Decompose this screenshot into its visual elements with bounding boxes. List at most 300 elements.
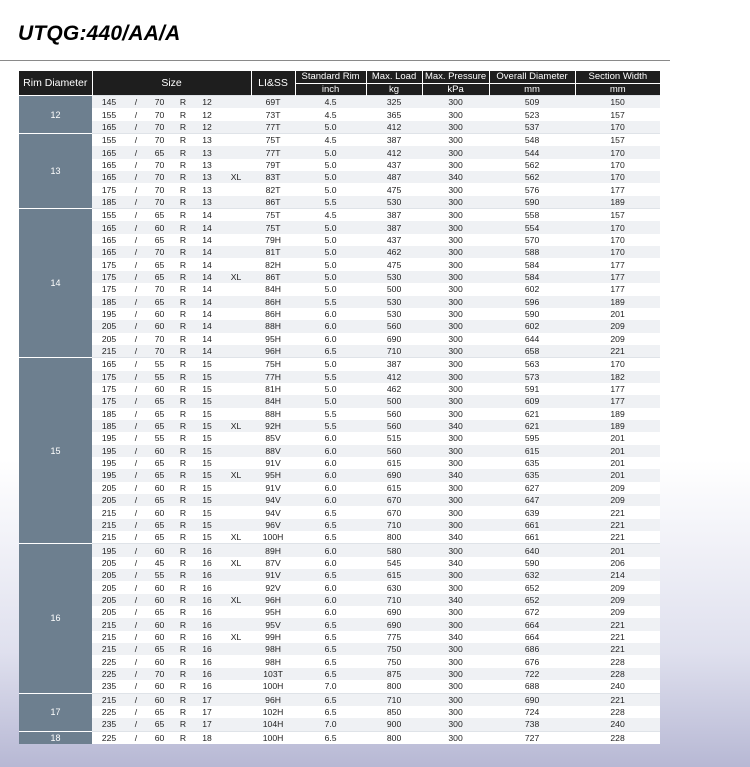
table-row [19,234,660,246]
max-load-cell: 387 [366,209,422,222]
overall-diameter-cell: 727 [489,731,575,744]
max-pressure-cell: 300 [422,706,489,718]
max-pressure-cell: 300 [422,221,489,233]
slash-cell: / [126,196,146,209]
construction-cell: R [173,718,193,731]
width-cell: 185 [92,196,126,209]
max-load-cell: 475 [366,183,422,195]
width-cell: 205 [92,320,126,332]
diameter-cell: 16 [193,631,221,643]
diameter-cell: 13 [193,196,221,209]
aspect-cell: 60 [146,482,173,494]
aspect-cell: 65 [146,420,173,432]
max-load-cell: 437 [366,234,422,246]
li-ss-cell: 83T [251,171,295,183]
overall-diameter-cell: 615 [489,445,575,457]
reinforcement-cell [221,258,251,270]
width-cell: 165 [92,121,126,134]
aspect-cell: 70 [146,171,173,183]
reinforcement-cell [221,159,251,171]
width-cell: 225 [92,706,126,718]
aspect-cell: 60 [146,594,173,606]
li-ss-cell: 82T [251,183,295,195]
header-standard-rim: Standard Rim [295,71,366,84]
li-ss-cell: 100H [251,680,295,693]
overall-diameter-cell: 573 [489,371,575,383]
diameter-cell: 18 [193,731,221,744]
aspect-cell: 65 [146,258,173,270]
overall-diameter-cell: 602 [489,320,575,332]
max-load-cell: 560 [366,420,422,432]
max-load-cell: 630 [366,581,422,593]
diameter-cell: 15 [193,445,221,457]
standard-rim-cell: 6.5 [295,693,366,706]
construction-cell: R [173,631,193,643]
max-pressure-cell: 340 [422,631,489,643]
standard-rim-cell: 5.0 [295,395,366,407]
reinforcement-cell: XL [221,557,251,569]
standard-rim-cell: 5.0 [295,183,366,195]
diameter-cell: 14 [193,246,221,258]
reinforcement-cell [221,706,251,718]
table-row [19,445,660,457]
rim-diameter-cell: 16 [19,544,92,693]
reinforcement-cell [221,544,251,557]
li-ss-cell: 102H [251,706,295,718]
table-row [19,631,660,643]
diameter-cell: 17 [193,706,221,718]
overall-diameter-cell: 544 [489,146,575,158]
max-pressure-cell: 300 [422,271,489,283]
max-pressure-cell: 340 [422,171,489,183]
width-cell: 225 [92,655,126,667]
max-load-cell: 412 [366,371,422,383]
standard-rim-cell: 4.5 [295,134,366,147]
li-ss-cell: 79T [251,159,295,171]
table-row [19,581,660,593]
li-ss-cell: 88H [251,320,295,332]
standard-rim-cell: 5.0 [295,171,366,183]
aspect-cell: 55 [146,371,173,383]
standard-rim-cell: 5.0 [295,383,366,395]
max-load-cell: 560 [366,320,422,332]
diameter-cell: 12 [193,108,221,120]
standard-rim-cell: 6.0 [295,594,366,606]
standard-rim-cell: 6.5 [295,668,366,680]
reinforcement-cell [221,606,251,618]
construction-cell: R [173,308,193,320]
section-width-cell: 228 [575,668,660,680]
diameter-cell: 12 [193,121,221,134]
li-ss-cell: 96H [251,594,295,606]
slash-cell: / [126,234,146,246]
standard-rim-cell: 5.0 [295,146,366,158]
standard-rim-cell: 6.0 [295,606,366,618]
reinforcement-cell [221,569,251,581]
slash-cell: / [126,445,146,457]
width-cell: 165 [92,159,126,171]
aspect-cell: 55 [146,358,173,371]
reinforcement-cell [221,581,251,593]
overall-diameter-cell: 690 [489,693,575,706]
max-load-cell: 500 [366,283,422,295]
max-load-cell: 710 [366,594,422,606]
slash-cell: / [126,209,146,222]
max-pressure-cell: 300 [422,333,489,345]
construction-cell: R [173,183,193,195]
max-load-cell: 365 [366,108,422,120]
aspect-cell: 65 [146,271,173,283]
section-width-cell: 209 [575,320,660,332]
slash-cell: / [126,308,146,320]
overall-diameter-cell: 584 [489,258,575,270]
overall-diameter-cell: 562 [489,171,575,183]
overall-diameter-cell: 596 [489,296,575,308]
section-width-cell: 189 [575,296,660,308]
section-width-cell: 209 [575,333,660,345]
max-pressure-cell: 300 [422,569,489,581]
construction-cell: R [173,557,193,569]
overall-diameter-cell: 658 [489,345,575,358]
section-width-cell: 157 [575,209,660,222]
reinforcement-cell [221,221,251,233]
section-width-cell: 157 [575,134,660,147]
li-ss-cell: 88V [251,445,295,457]
max-load-cell: 530 [366,271,422,283]
unit-max-pressure: kPa [422,84,489,96]
slash-cell: / [126,569,146,581]
max-pressure-cell: 340 [422,531,489,544]
aspect-cell: 60 [146,544,173,557]
max-pressure-cell: 300 [422,731,489,744]
aspect-cell: 60 [146,618,173,630]
aspect-cell: 70 [146,283,173,295]
diameter-cell: 14 [193,333,221,345]
reinforcement-cell [221,680,251,693]
construction-cell: R [173,432,193,444]
table-row [19,383,660,395]
reinforcement-cell [221,718,251,731]
max-load-cell: 462 [366,246,422,258]
slash-cell: / [126,171,146,183]
diameter-cell: 16 [193,557,221,569]
standard-rim-cell: 5.0 [295,358,366,371]
width-cell: 215 [92,618,126,630]
reinforcement-cell [221,482,251,494]
construction-cell: R [173,581,193,593]
construction-cell: R [173,134,193,147]
overall-diameter-cell: 590 [489,196,575,209]
section-width-cell: 177 [575,271,660,283]
aspect-cell: 70 [146,183,173,195]
overall-diameter-cell: 635 [489,457,575,469]
construction-cell: R [173,271,193,283]
diameter-cell: 14 [193,283,221,295]
li-ss-cell: 73T [251,108,295,120]
aspect-cell: 70 [146,196,173,209]
standard-rim-cell: 6.0 [295,333,366,345]
slash-cell: / [126,371,146,383]
slash-cell: / [126,108,146,120]
table-row [19,258,660,270]
max-pressure-cell: 300 [422,183,489,195]
table-row [19,358,660,371]
construction-cell: R [173,333,193,345]
max-load-cell: 690 [366,333,422,345]
slash-cell: / [126,457,146,469]
section-width-cell: 170 [575,246,660,258]
construction-cell: R [173,209,193,222]
width-cell: 215 [92,631,126,643]
diameter-cell: 15 [193,457,221,469]
max-pressure-cell: 300 [422,209,489,222]
li-ss-cell: 99H [251,631,295,643]
section-width-cell: 182 [575,371,660,383]
reinforcement-cell [221,506,251,518]
construction-cell: R [173,196,193,209]
slash-cell: / [126,680,146,693]
header-rim-diameter: Rim Diameter [19,71,92,96]
overall-diameter-cell: 627 [489,482,575,494]
max-load-cell: 530 [366,196,422,209]
max-load-cell: 800 [366,531,422,544]
width-cell: 175 [92,371,126,383]
section-width-cell: 177 [575,283,660,295]
overall-diameter-cell: 647 [489,494,575,506]
standard-rim-cell: 6.5 [295,643,366,655]
aspect-cell: 60 [146,445,173,457]
section-width-cell: 240 [575,718,660,731]
overall-diameter-cell: 635 [489,469,575,481]
rim-diameter-cell: 18 [19,731,92,744]
aspect-cell: 60 [146,731,173,744]
width-cell: 205 [92,606,126,618]
section-width-cell: 170 [575,171,660,183]
max-pressure-cell: 340 [422,594,489,606]
table-row [19,296,660,308]
max-pressure-cell: 300 [422,234,489,246]
construction-cell: R [173,320,193,332]
li-ss-cell: 88H [251,408,295,420]
max-pressure-cell: 300 [422,718,489,731]
overall-diameter-cell: 664 [489,631,575,643]
tire-spec-table [19,71,660,744]
li-ss-cell: 75H [251,358,295,371]
standard-rim-cell: 6.0 [295,445,366,457]
diameter-cell: 16 [193,618,221,630]
diameter-cell: 13 [193,146,221,158]
table-row [19,432,660,444]
aspect-cell: 70 [146,121,173,134]
reinforcement-cell [221,320,251,332]
reinforcement-cell [221,183,251,195]
width-cell: 185 [92,296,126,308]
diameter-cell: 15 [193,395,221,407]
width-cell: 165 [92,221,126,233]
slash-cell: / [126,146,146,158]
slash-cell: / [126,668,146,680]
slash-cell: / [126,594,146,606]
reinforcement-cell [221,655,251,667]
table-row [19,731,660,744]
slash-cell: / [126,358,146,371]
overall-diameter-cell: 523 [489,108,575,120]
slash-cell: / [126,557,146,569]
table-row [19,108,660,120]
li-ss-cell: 82H [251,258,295,270]
max-load-cell: 710 [366,345,422,358]
title-divider [0,60,670,61]
li-ss-cell: 92V [251,581,295,593]
max-pressure-cell: 300 [422,482,489,494]
max-pressure-cell: 300 [422,519,489,531]
max-load-cell: 775 [366,631,422,643]
aspect-cell: 70 [146,108,173,120]
rim-diameter-cell: 15 [19,358,92,544]
aspect-cell: 65 [146,234,173,246]
diameter-cell: 16 [193,668,221,680]
table-row [19,680,660,693]
section-width-cell: 209 [575,594,660,606]
max-load-cell: 387 [366,221,422,233]
section-width-cell: 177 [575,395,660,407]
li-ss-cell: 94V [251,506,295,518]
slash-cell: / [126,531,146,544]
li-ss-cell: 92H [251,420,295,432]
standard-rim-cell: 7.0 [295,680,366,693]
construction-cell: R [173,221,193,233]
diameter-cell: 15 [193,482,221,494]
li-ss-cell: 86H [251,296,295,308]
table-row [19,159,660,171]
standard-rim-cell: 5.0 [295,159,366,171]
li-ss-cell: 103T [251,668,295,680]
max-load-cell: 475 [366,258,422,270]
table-row [19,134,660,147]
reinforcement-cell [221,121,251,134]
diameter-cell: 15 [193,383,221,395]
width-cell: 215 [92,693,126,706]
header-overall-diameter: Overall Diameter [489,71,575,84]
reinforcement-cell [221,196,251,209]
aspect-cell: 65 [146,395,173,407]
section-width-cell: 177 [575,183,660,195]
max-pressure-cell: 300 [422,693,489,706]
table-row [19,606,660,618]
table-row [19,494,660,506]
overall-diameter-cell: 632 [489,569,575,581]
reinforcement-cell [221,408,251,420]
construction-cell: R [173,668,193,680]
section-width-cell: 170 [575,221,660,233]
table-row [19,594,660,606]
table-row [19,655,660,667]
overall-diameter-cell: 554 [489,221,575,233]
slash-cell: / [126,258,146,270]
table-row [19,320,660,332]
max-pressure-cell: 300 [422,445,489,457]
page-title: UTQG:440/AA/A [18,22,181,45]
rim-diameter-cell: 13 [19,134,92,209]
width-cell: 205 [92,581,126,593]
reinforcement-cell: XL [221,531,251,544]
li-ss-cell: 77T [251,121,295,134]
reinforcement-cell: XL [221,171,251,183]
overall-diameter-cell: 738 [489,718,575,731]
table-row [19,420,660,432]
aspect-cell: 60 [146,383,173,395]
standard-rim-cell: 5.5 [295,371,366,383]
max-load-cell: 325 [366,96,422,109]
reinforcement-cell [221,618,251,630]
header-row [19,71,660,84]
diameter-cell: 15 [193,506,221,518]
slash-cell: / [126,345,146,358]
li-ss-cell: 75T [251,209,295,222]
max-pressure-cell: 300 [422,432,489,444]
slash-cell: / [126,383,146,395]
aspect-cell: 65 [146,531,173,544]
li-ss-cell: 91V [251,482,295,494]
overall-diameter-cell: 688 [489,680,575,693]
construction-cell: R [173,531,193,544]
table-row [19,171,660,183]
diameter-cell: 15 [193,358,221,371]
unit-section-width: mm [575,84,660,96]
max-load-cell: 387 [366,358,422,371]
table-row [19,482,660,494]
section-width-cell: 228 [575,655,660,667]
construction-cell: R [173,171,193,183]
max-pressure-cell: 300 [422,96,489,109]
diameter-cell: 15 [193,519,221,531]
overall-diameter-cell: 621 [489,408,575,420]
max-pressure-cell: 300 [422,655,489,667]
section-width-cell: 221 [575,643,660,655]
standard-rim-cell: 6.5 [295,731,366,744]
reinforcement-cell [221,731,251,744]
slash-cell: / [126,96,146,109]
overall-diameter-cell: 590 [489,557,575,569]
width-cell: 215 [92,506,126,518]
slash-cell: / [126,731,146,744]
table-row [19,96,660,109]
li-ss-cell: 104H [251,718,295,731]
width-cell: 165 [92,246,126,258]
table-row [19,196,660,209]
aspect-cell: 65 [146,606,173,618]
li-ss-cell: 91V [251,569,295,581]
width-cell: 175 [92,283,126,295]
slash-cell: / [126,395,146,407]
diameter-cell: 15 [193,494,221,506]
standard-rim-cell: 6.5 [295,618,366,630]
section-width-cell: 214 [575,569,660,581]
section-width-cell: 201 [575,469,660,481]
construction-cell: R [173,258,193,270]
width-cell: 225 [92,731,126,744]
header-li-ss: LI&SS [251,71,295,96]
overall-diameter-cell: 644 [489,333,575,345]
max-load-cell: 800 [366,731,422,744]
li-ss-cell: 75T [251,134,295,147]
max-pressure-cell: 300 [422,371,489,383]
reinforcement-cell [221,494,251,506]
width-cell: 165 [92,234,126,246]
li-ss-cell: 100H [251,731,295,744]
width-cell: 205 [92,333,126,345]
li-ss-cell: 86T [251,196,295,209]
